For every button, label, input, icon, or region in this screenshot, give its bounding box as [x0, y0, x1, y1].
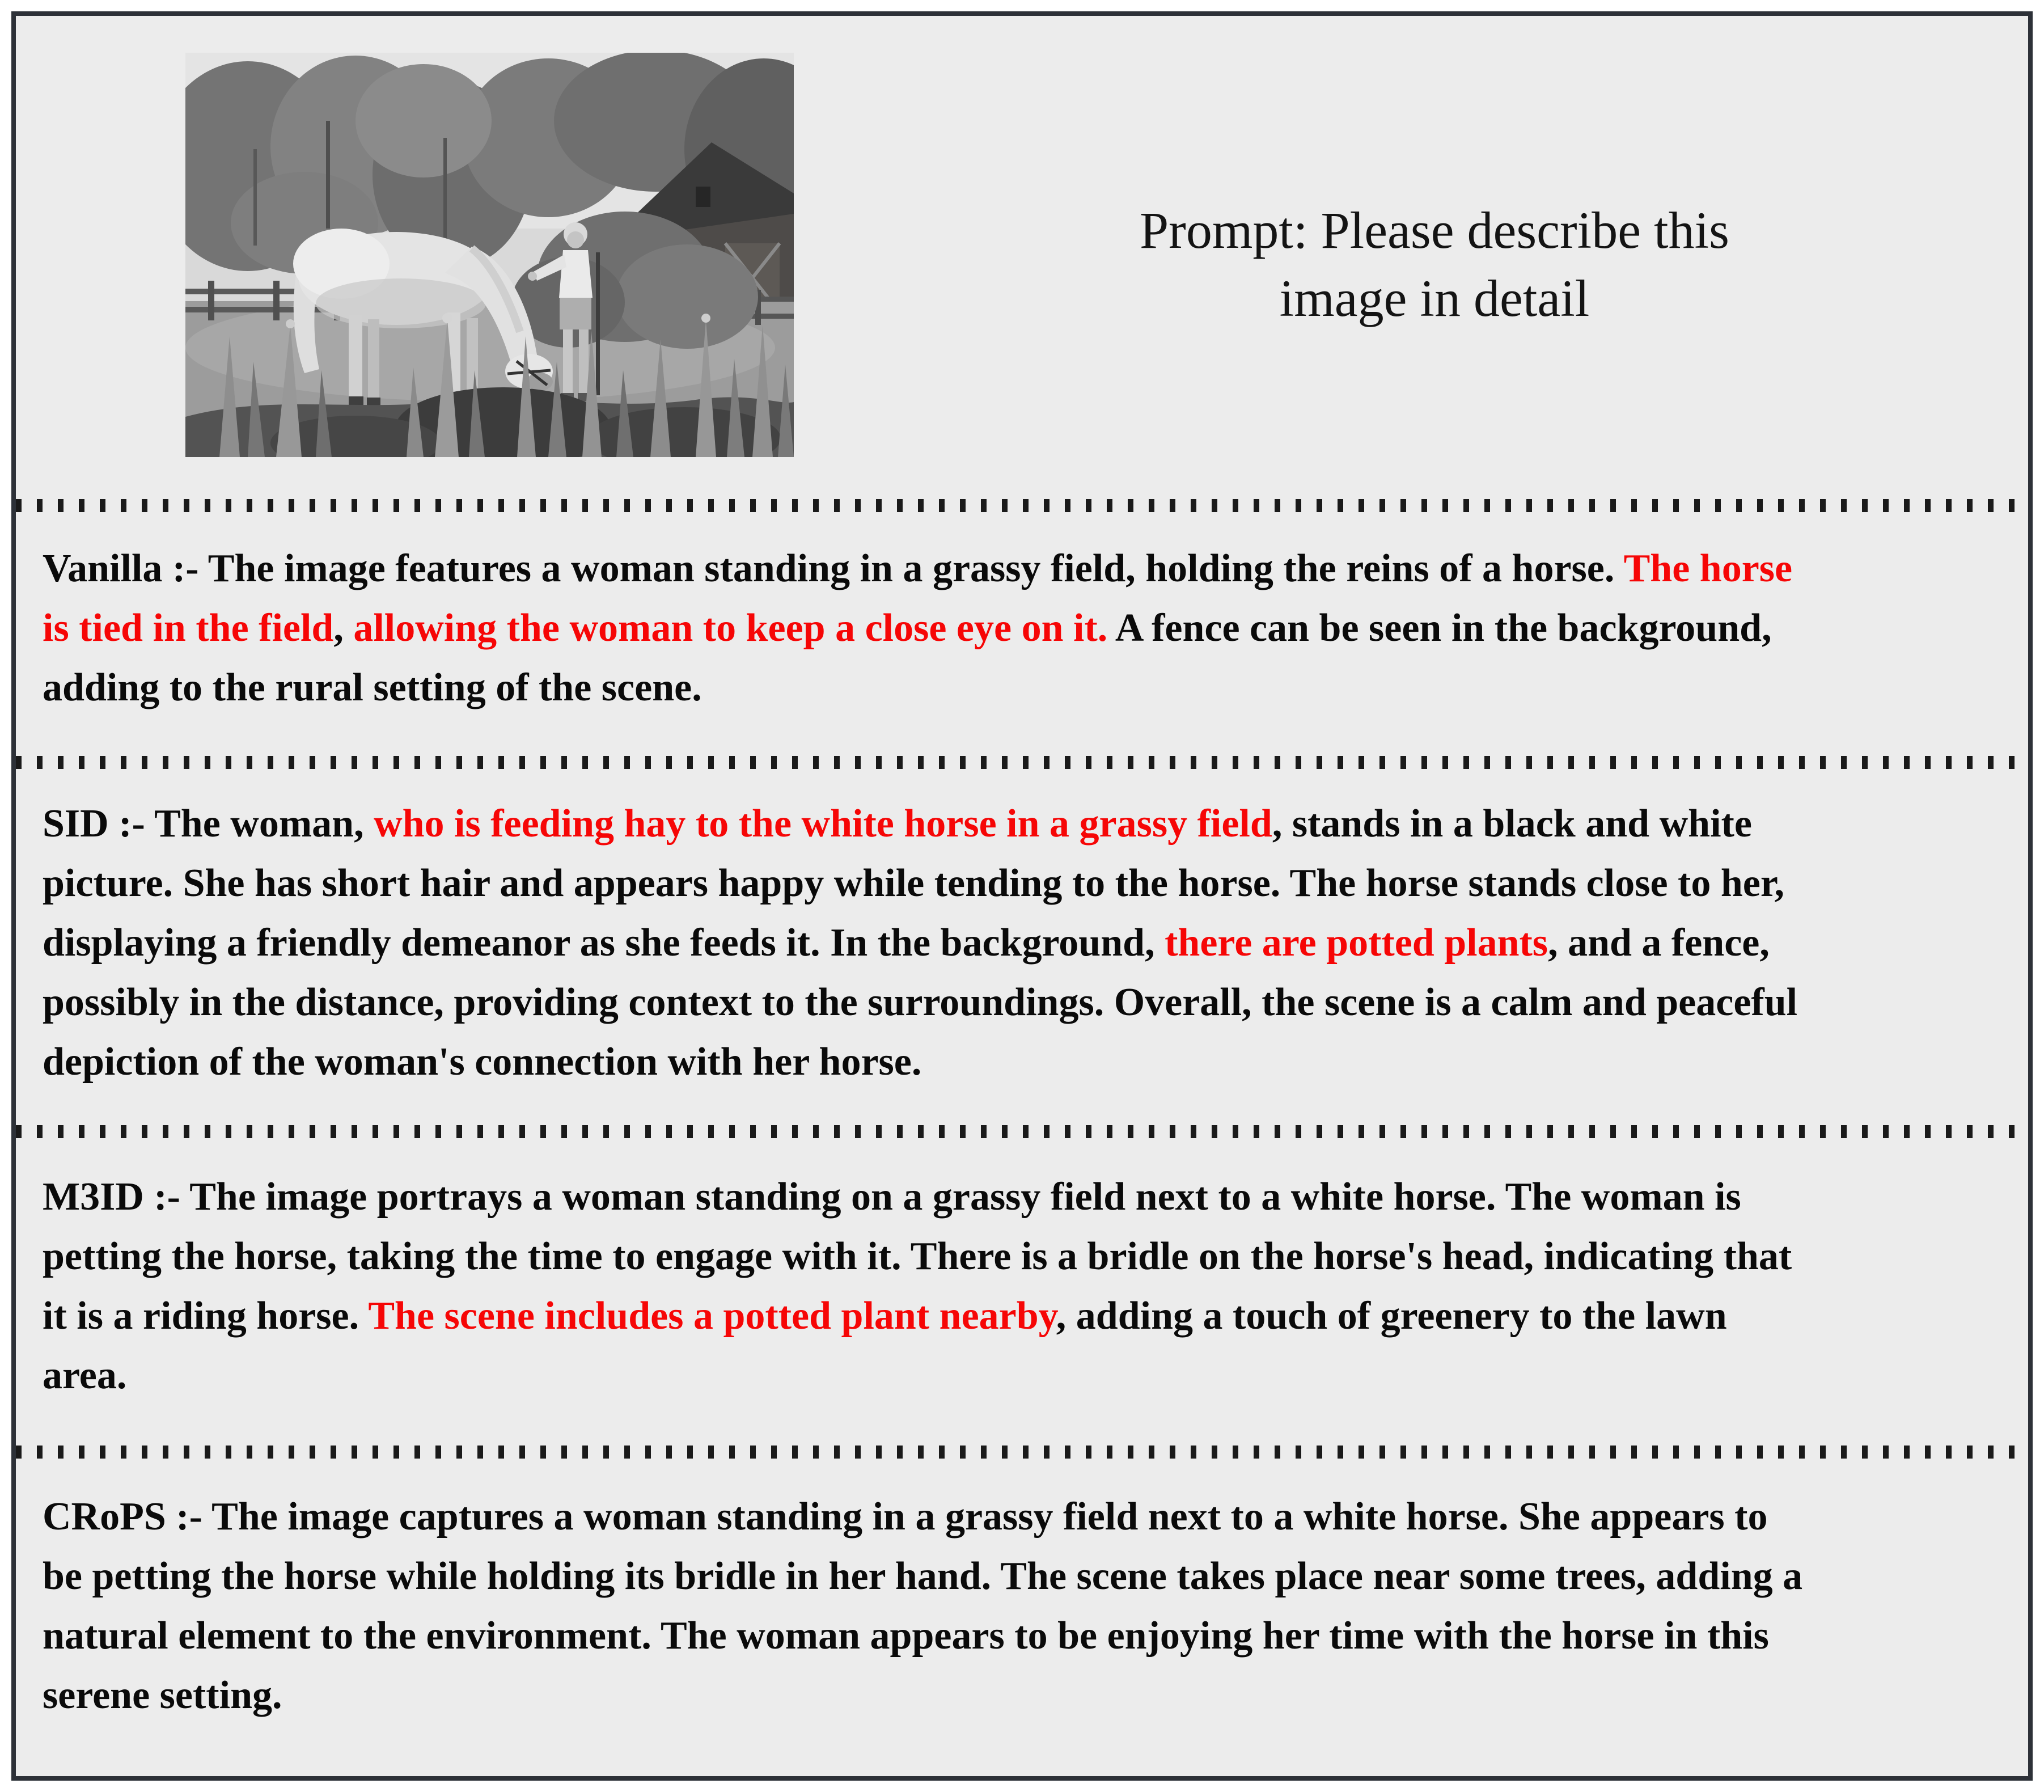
- caption-text: A fence can be seen in the background,: [1107, 606, 1772, 650]
- hallucination-highlight: who is feeding hay to the white horse in a grassy field: [374, 802, 1272, 846]
- caption-line: [43, 853, 2004, 913]
- prompt-line-2: image in detail: [1279, 269, 1590, 327]
- caption-line: [43, 1346, 2004, 1405]
- caption-m3id: [43, 1167, 2004, 1405]
- caption-crops: [43, 1487, 2004, 1725]
- figure-panel: [11, 11, 2033, 1781]
- caption-line: [43, 598, 2004, 658]
- caption-line: [43, 1032, 2004, 1092]
- caption-line: [43, 1666, 2004, 1725]
- caption-line: [43, 1167, 2004, 1227]
- caption-text: it is a riding horse.: [43, 1294, 369, 1338]
- caption-line: [43, 973, 2004, 1032]
- caption-line: [43, 1606, 2004, 1666]
- caption-text: picture. She has short hair and appears happy while tending to the horse. The horse stands close to her,: [43, 861, 1784, 905]
- caption-text: depiction of the woman's connection with her horse.: [43, 1040, 922, 1084]
- caption-text: , and a fence,: [1548, 921, 1770, 965]
- hallucination-highlight: is tied in the field: [43, 606, 334, 650]
- caption-text: SID :- The woman,: [43, 802, 374, 846]
- hallucination-highlight: there are potted plants: [1165, 921, 1548, 965]
- caption-text: petting the horse, taking the time to engage with it. There is a bridle on the horse's head, indicating that: [43, 1235, 1792, 1278]
- dotted-separator-4: [16, 1446, 2024, 1459]
- caption-sid: [43, 794, 2004, 1092]
- hallucination-highlight: allowing the woman to keep a close eye on it.: [353, 606, 1108, 650]
- caption-line: [43, 1286, 2004, 1346]
- caption-text: CRoPS :- The image captures a woman standing in a grassy field next to a white horse. She appears to: [43, 1495, 1768, 1539]
- prompt-line-1: Prompt: Please describe this: [1140, 201, 1729, 259]
- caption-vanilla: [43, 539, 2004, 717]
- dotted-separator-3: [16, 1125, 2024, 1138]
- caption-line: [43, 794, 2004, 853]
- hallucination-highlight: The scene includes a potted plant nearby: [368, 1294, 1056, 1338]
- dotted-separator-2: [16, 756, 2024, 769]
- scene-photo: [185, 53, 794, 457]
- caption-line: [43, 1227, 2004, 1286]
- caption-line: [43, 1487, 2004, 1546]
- caption-text: , stands in a black and white: [1272, 802, 1752, 846]
- caption-line: [43, 1546, 2004, 1606]
- caption-text: adding to the rural setting of the scene.: [43, 666, 702, 709]
- caption-line: [43, 539, 2004, 598]
- caption-text: serene setting.: [43, 1673, 282, 1717]
- caption-text: displaying a friendly demeanor as she feeds it. In the background,: [43, 921, 1165, 965]
- scene-photo-illustration: [185, 53, 794, 457]
- caption-text: Vanilla :- The image features a woman standing in a grassy field, holding the reins of a horse.: [43, 547, 1624, 590]
- prompt-text: [964, 196, 1905, 332]
- caption-text: be petting the horse while holding its bridle in her hand. The scene takes place near some trees, adding a: [43, 1554, 1803, 1598]
- caption-text: M3ID :- The image portrays a woman standing on a grassy field next to a white horse. The woman is: [43, 1175, 1741, 1219]
- caption-text: area.: [43, 1354, 127, 1397]
- caption-text: , adding a touch of greenery to the lawn: [1056, 1294, 1727, 1338]
- caption-text: natural element to the environment. The woman appears to be enjoying her time with the horse in this: [43, 1614, 1769, 1658]
- caption-line: [43, 913, 2004, 973]
- caption-text: ,: [333, 606, 354, 650]
- caption-line: [43, 658, 2004, 717]
- hallucination-highlight: The horse: [1623, 547, 1793, 590]
- caption-text: possibly in the distance, providing context to the surroundings. Overall, the scene is a calm and peaceful: [43, 980, 1798, 1024]
- dotted-separator-1: [16, 499, 2024, 512]
